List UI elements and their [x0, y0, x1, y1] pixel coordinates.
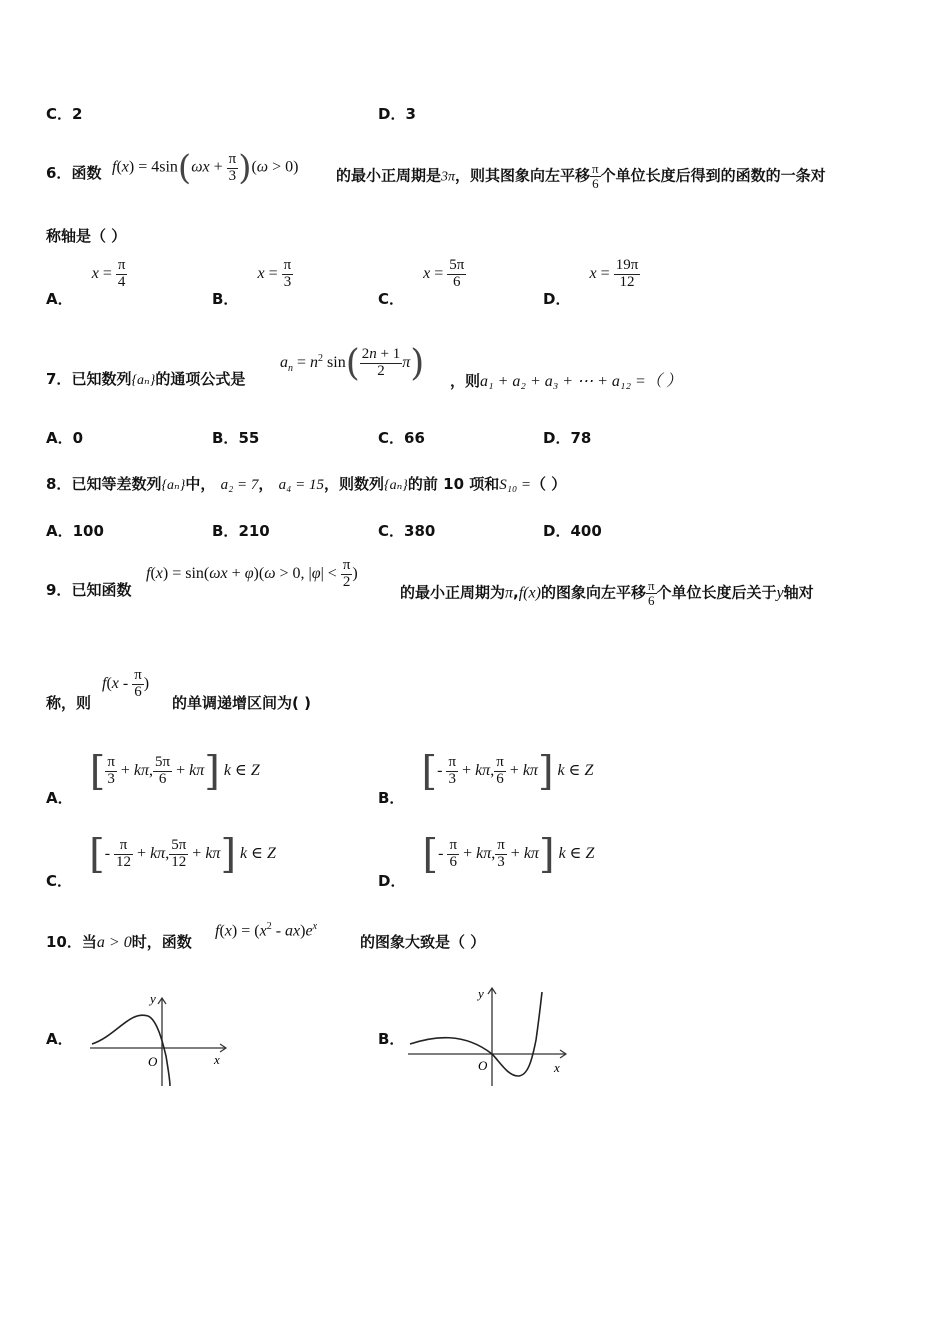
- option-value: [ $\frac{\pi}{3}$ + kπ, $\frac{5\pi}{6}$ + kπ] k ∈ Z: [89, 748, 260, 794]
- option-label: D．: [543, 429, 571, 447]
- fraction-num: 19π: [615, 257, 639, 273]
- axis-name: y: [776, 584, 784, 602]
- q9-option-c: [46, 831, 276, 890]
- q5-option-d: [378, 103, 416, 124]
- condition: a > 0: [96, 934, 132, 951]
- option-label: B．: [212, 429, 239, 447]
- period-value: π: [505, 584, 514, 602]
- fraction-num: π: [647, 578, 655, 593]
- fraction-num: 5π: [449, 257, 465, 273]
- sum-expression: a₁ + a₂ + a₃ + ⋯ + a₁₂ =（ ）: [480, 373, 682, 390]
- q8-stem: [46, 473, 566, 494]
- q8-option-d: [543, 520, 602, 541]
- stem-text: 已知数列: [71, 370, 132, 388]
- stem-text: ，则其图象向左平移: [455, 166, 591, 185]
- q8-option-c: [378, 520, 435, 541]
- stem-text: 的通项公式是: [155, 370, 246, 388]
- option-label: D．: [378, 871, 406, 890]
- q8-option-b: [212, 520, 270, 541]
- option-label: A．: [46, 788, 73, 807]
- option-value: 0: [72, 429, 84, 447]
- sum-s10: S₁₀ =: [499, 477, 532, 493]
- option-label: A．: [46, 429, 73, 447]
- shift-fraction: [590, 162, 601, 190]
- stem-text: ，: [258, 475, 274, 493]
- stem-text: ，则数列: [324, 475, 385, 493]
- q7-stem: [46, 368, 245, 389]
- q6-formula: f(x) = 4sin(ωx + $\frac{\pi}{3}$ )(ω > 0): [112, 148, 299, 188]
- stem-text: 已知函数: [71, 581, 132, 599]
- q5-option-c: [46, 103, 82, 124]
- option-value: x = $\frac{\pi}{3}$: [257, 257, 292, 290]
- q9-stem-line2-cont: 的单调递增区间为( ): [172, 694, 311, 712]
- option-label: C．: [378, 289, 405, 308]
- option-label: B．: [212, 289, 239, 308]
- option-label: B．: [212, 522, 239, 540]
- x-axis-label: x: [214, 1052, 220, 1067]
- sequence: {aₙ}: [161, 478, 186, 493]
- curve: [92, 1015, 170, 1086]
- option-label: C．: [378, 429, 405, 447]
- option-value: 210: [238, 522, 270, 540]
- q6-option-c: [378, 257, 466, 308]
- q6-stem-line2: 称轴是（ ）: [46, 227, 127, 245]
- stem-text: 时，函数: [131, 933, 192, 951]
- q9-option-b: [378, 748, 594, 807]
- option-value: 400: [570, 522, 602, 540]
- stem-text: ，则: [450, 372, 481, 390]
- option-value: 2: [72, 105, 83, 123]
- stem-text: 的最小正周期是: [336, 166, 442, 185]
- q7-option-d: [543, 427, 591, 448]
- q9-stem-cont: [400, 579, 814, 607]
- origin-label: O: [148, 1054, 158, 1069]
- q7-option-c: [378, 427, 425, 448]
- origin-label: O: [478, 1058, 488, 1073]
- question-number: 8．: [46, 475, 72, 493]
- fraction-den: 4: [117, 273, 126, 290]
- stem-text: 轴对: [783, 583, 814, 602]
- option-value: 55: [238, 429, 260, 447]
- fraction-den: 6: [592, 175, 599, 191]
- fraction-num: π: [592, 161, 599, 176]
- option-value: 78: [570, 429, 592, 447]
- q6-option-a: [46, 257, 127, 308]
- question-number: 7．: [46, 370, 72, 388]
- q10-stem: [46, 931, 192, 952]
- option-value: 66: [404, 429, 425, 447]
- q10-graph-b: [404, 980, 574, 1090]
- q10-formula: $f(x) = (x^2 - ax)e^x$: [215, 921, 318, 940]
- fraction-den: 6: [453, 273, 461, 290]
- q7-formula: $a_n = n^2$ sin( $\frac{2n + 1}{2}$ π): [280, 343, 425, 384]
- option-value: [- $\frac{\pi}{12}$ + kπ, $\frac{5\pi}{12}$ + kπ] k ∈ Z: [89, 831, 276, 877]
- option-value: 380: [404, 522, 436, 540]
- q7-option-b: [212, 427, 259, 448]
- option-value: x = $\frac{5\pi}{6}$: [423, 257, 465, 290]
- q10-option-a-label: A．: [46, 1030, 73, 1048]
- option-label: D．: [543, 289, 571, 308]
- option-label: C．: [378, 522, 405, 540]
- question-number: 10．: [46, 933, 82, 951]
- q6-stem: [46, 162, 101, 183]
- y-axis-label: y: [150, 991, 156, 1006]
- option-label: A．: [46, 289, 73, 308]
- term-a4: a₄ = 15: [278, 477, 325, 493]
- fraction-num: π: [283, 257, 292, 273]
- stem-text: ,: [513, 583, 519, 602]
- stem-text: 的图象向左平移: [540, 583, 646, 602]
- q9-shifted-formula: f(x - $\frac{\pi}{6}$ ): [102, 667, 150, 700]
- fraction-den: 6: [647, 592, 655, 608]
- stem-text: 函数: [71, 164, 102, 182]
- curve: [410, 992, 542, 1076]
- stem-text: 的最小正周期为: [400, 583, 506, 602]
- q7-stem-cont: [450, 368, 682, 391]
- q9-stem: [46, 579, 131, 600]
- option-value: x = $\frac{\pi}{4}$: [91, 257, 126, 290]
- q9-stem-line2: [46, 692, 91, 713]
- stem-text: 个单位长度后得到的函数的一条对: [600, 166, 826, 185]
- stem-text: 个单位长度后关于: [656, 583, 777, 602]
- fraction-den: 12: [619, 273, 635, 290]
- q10-option-b-label: B．: [378, 1030, 405, 1048]
- option-value: 100: [72, 522, 104, 540]
- q7-option-a: [46, 427, 83, 448]
- stem-text: 中，: [185, 475, 216, 493]
- y-axis-label: y: [478, 986, 484, 1001]
- x-axis-label: x: [554, 1060, 560, 1075]
- fraction-num: π: [117, 257, 126, 273]
- sequence: {aₙ}: [131, 373, 156, 388]
- q9-option-a: [46, 748, 260, 807]
- option-value: [- $\frac{\pi}{6}$ + kπ, $\frac{\pi}{3}$ + kπ] k ∈ Z: [422, 831, 595, 877]
- q6-stem-cont: [336, 162, 826, 190]
- stem-text: 当: [81, 933, 97, 951]
- q6-option-d: [543, 257, 640, 308]
- q8-option-a: [46, 520, 104, 541]
- shift-fraction: [646, 579, 657, 607]
- question-number: 9．: [46, 581, 72, 599]
- option-label: A．: [46, 522, 73, 540]
- option-value: 3: [405, 105, 416, 123]
- option-value: [- $\frac{\pi}{3}$ + kπ, $\frac{\pi}{6}$ + kπ] k ∈ Z: [421, 748, 594, 794]
- option-label: C．: [46, 105, 73, 123]
- function-name: f(x): [518, 584, 541, 602]
- stem-text: 已知等差数列: [71, 475, 162, 493]
- stem-text: 的前 10 项和: [407, 475, 500, 493]
- period-value: 3π: [441, 169, 456, 185]
- option-label: D．: [543, 522, 571, 540]
- option-label: D．: [378, 105, 406, 123]
- fraction-den: 3: [283, 273, 292, 290]
- sequence: {aₙ}: [384, 478, 408, 493]
- stem-text: （ ）: [531, 475, 567, 493]
- option-label: B．: [378, 788, 405, 807]
- q9-formula: f(x) = sin(ωx + φ)(ω > 0, |φ| < $\frac{\pi}{2}$ ): [146, 557, 358, 590]
- q9-option-d: [378, 831, 595, 890]
- q6-option-b: [212, 257, 293, 308]
- option-value: x = $\frac{19\pi}{12}$: [589, 257, 639, 290]
- option-label: C．: [46, 871, 73, 890]
- stem-text: 称，则: [46, 694, 92, 712]
- question-number: 6．: [46, 164, 72, 182]
- term-a2: a₂ = 7: [220, 477, 259, 493]
- q10-stem-cont: 的图象大致是（ ）: [360, 933, 486, 951]
- q10-graph-a: [86, 990, 236, 1090]
